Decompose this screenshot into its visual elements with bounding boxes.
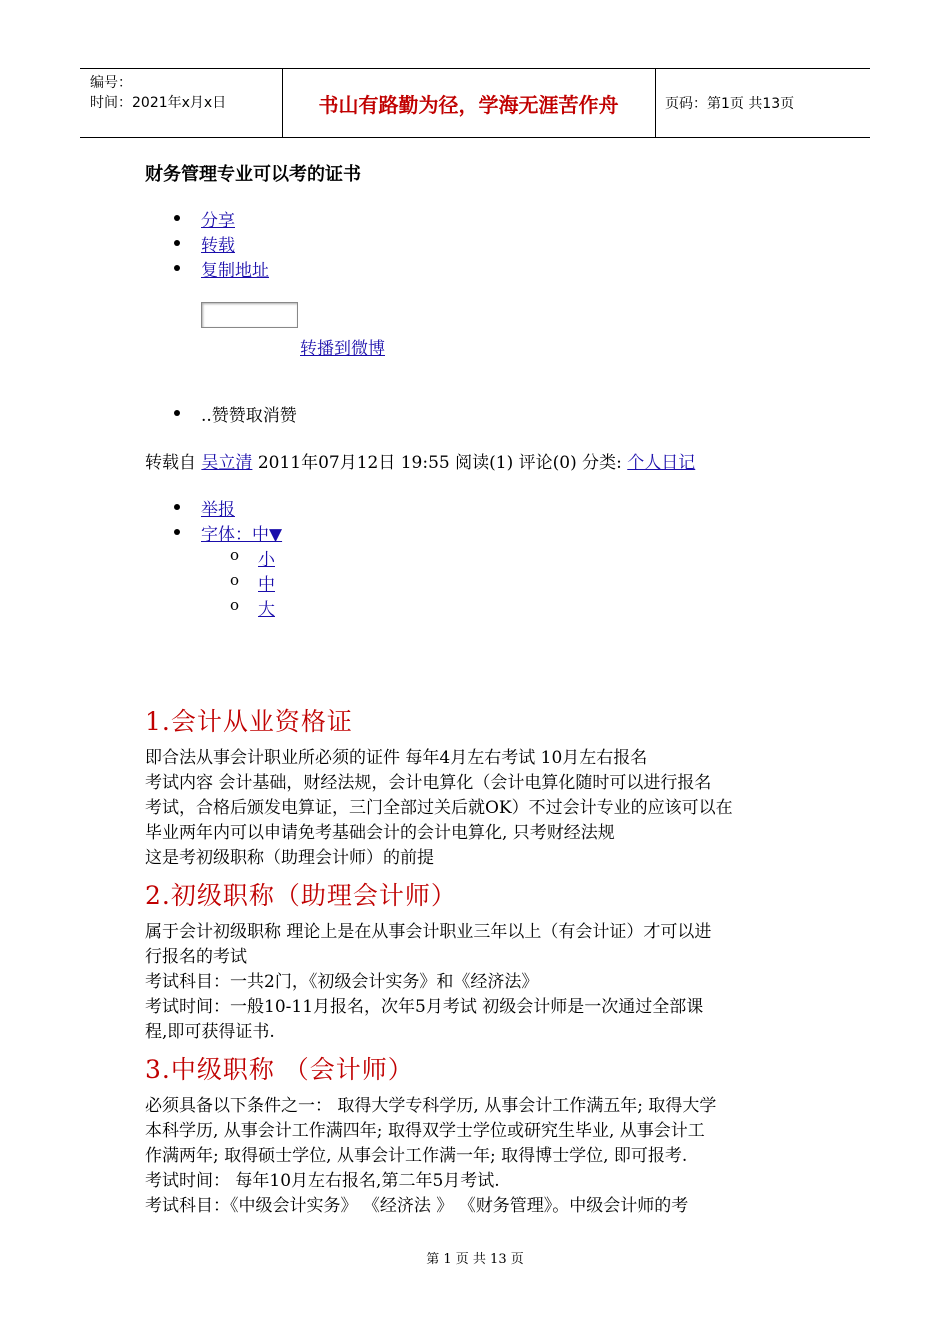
- header-left: [90, 73, 226, 113]
- report-link[interactable]: 举报: [201, 500, 235, 520]
- weibo-link[interactable]: 转播到微博: [300, 339, 385, 359]
- section-heading: 3.中级职称 （会计师）: [145, 1055, 414, 1084]
- font-small-link[interactable]: 小: [258, 550, 275, 570]
- author-link[interactable]: 吴立清: [201, 453, 253, 473]
- section-line: 属于会计初级职称 理论上是在从事会计职业三年以上（有会计证）才可以进: [145, 922, 712, 942]
- bullet-icon: [174, 529, 180, 535]
- circle-bullet-icon: o: [230, 571, 240, 589]
- section-line: 程,即可获得证书.: [145, 1022, 275, 1042]
- section-line: 考试科目：一共2门，《初级会计实务》和《经济法》: [145, 972, 539, 992]
- bullet-icon: [174, 265, 180, 271]
- page-footer: 第 1 页 共 13 页: [426, 1252, 524, 1267]
- section-heading: 1.会计从业资格证: [145, 707, 353, 736]
- share-input[interactable]: [201, 302, 298, 328]
- meta-prefix: 转载自: [145, 453, 196, 473]
- bullet-icon: [174, 410, 180, 416]
- header-motto: 书山有路勤为径，学海无涯苦作舟: [318, 93, 619, 117]
- circle-bullet-icon: o: [230, 596, 240, 614]
- bullet-icon: [174, 215, 180, 221]
- font-large-link[interactable]: 大: [258, 600, 275, 620]
- section-line: 必须具备以下条件之一： 取得大学专科学历, 从事会计工作满五年; 取得大学: [145, 1096, 717, 1116]
- section-line: 考试时间： 每年10月左右报名,第二年5月考试.: [145, 1171, 500, 1191]
- time-label: 时间：2021年x月x日: [90, 95, 227, 111]
- font-medium-link[interactable]: 中: [258, 575, 275, 595]
- repost-link[interactable]: 转载: [201, 236, 235, 256]
- section-line: 本科学历, 从事会计工作满四年; 取得双学士学位或研究生毕业, 从事会计工: [145, 1121, 705, 1141]
- section-line: 行报名的考试: [145, 947, 247, 967]
- category-link[interactable]: 个人日记: [627, 453, 696, 473]
- bullet-icon: [174, 240, 180, 246]
- share-link[interactable]: 分享: [201, 211, 235, 231]
- font-size-menu[interactable]: 字体：中▼: [201, 525, 283, 545]
- like-text: ..赞赞取消赞: [201, 406, 297, 426]
- header-page-info: 页码：第1页 共13页: [665, 96, 795, 112]
- section-line: 这是考初级职称（助理会计师）的前提: [145, 848, 434, 868]
- section-line: 考试，合格后颁发电算证，三门全部过关后就OK）不过会计专业的应该可以在: [145, 798, 733, 818]
- section-line: 考试科目：《中级会计实务》 《经济法 》 《财务管理》。中级会计师的考: [145, 1196, 689, 1216]
- section-line: 作满两年; 取得硕士学位, 从事会计工作满一年; 取得博士学位, 即可报考.: [145, 1146, 688, 1166]
- section-line: 即合法从事会计职业所必须的证件 每年4月左右考试 10月左右报名: [145, 748, 648, 768]
- copy-address-link[interactable]: 复制地址: [201, 261, 269, 281]
- section-line: 考试时间：一般10-11月报名，次年5月考试 初级会计师是一次通过全部课: [145, 997, 704, 1017]
- section-line: 考试内容 会计基础，财经法规，会计电算化（会计电算化随时可以进行报名: [145, 773, 712, 793]
- header-divider: [655, 69, 656, 137]
- bullet-icon: [174, 504, 180, 510]
- section-heading: 2.初级职称（助理会计师）: [145, 881, 457, 910]
- section-line: 毕业两年内可以申请免考基础会计的会计电算化, 只考财经法规: [145, 823, 615, 843]
- article-title: 财务管理专业可以考的证书: [145, 164, 361, 185]
- circle-bullet-icon: o: [230, 546, 240, 564]
- page-header: [80, 68, 870, 138]
- article-meta: [145, 448, 695, 473]
- meta-info: 2011年07月12日 19:55 阅读(1) 评论(0) 分类:: [257, 453, 622, 473]
- number-label: 编号：: [90, 75, 132, 91]
